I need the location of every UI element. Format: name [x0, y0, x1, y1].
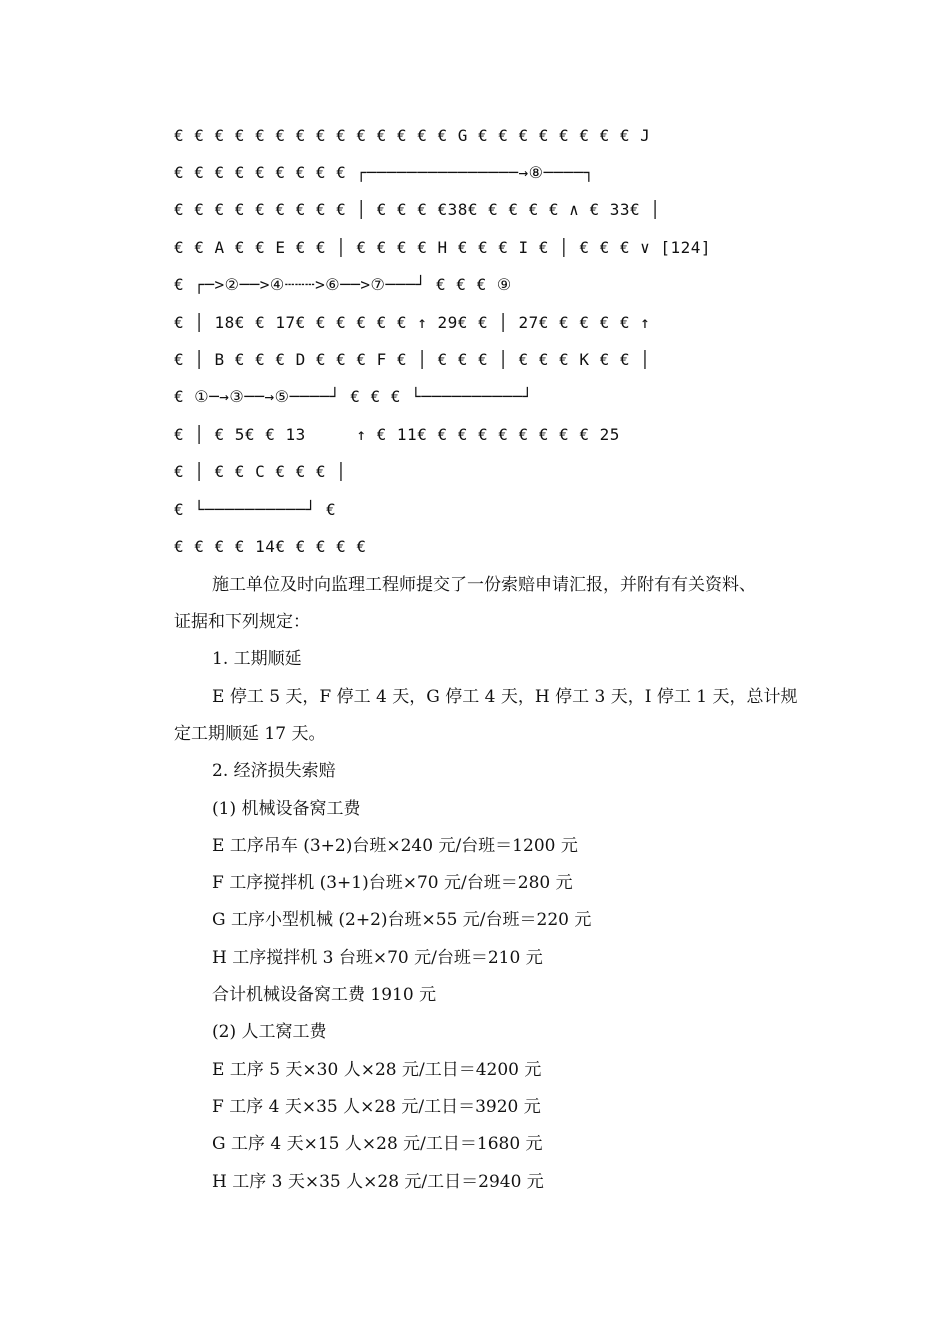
diagram-line: € € € € 14€ € € € € [174, 537, 367, 556]
subsection-title: (1) 机械设备窝工费 [212, 799, 361, 819]
list-item: F 工序搅拌机 (3+1)台班×70 元/台班＝280 元 [212, 873, 573, 893]
diagram-line: € │ B € € € D € € € F € │ € € € │ € € € K € € │ [174, 350, 651, 369]
diagram-line: € │ € 5€ € 13 ↑ € 11€ € € € € € € € € 25 [174, 425, 620, 444]
subsection-title: (2) 人工窝工费 [212, 1022, 327, 1042]
list-item: G 工序小型机械 (2+2)台班×55 元/台班＝220 元 [212, 910, 592, 930]
list-item: E 工序 5 天×30 人×28 元/工日＝4200 元 [212, 1060, 542, 1080]
list-item: E 工序吊车 (3+2)台班×240 元/台班＝1200 元 [212, 836, 578, 856]
diagram-line: € € € € € € € € € € € € € € G € € € € € € € € J [174, 126, 651, 145]
paragraph-line: E 停工 5 天，F 停工 4 天，G 停工 4 天，H 停工 3 天，I 停工 1 天，总计规 [212, 687, 798, 707]
list-item: F 工序 4 天×35 人×28 元/工日＝3920 元 [212, 1097, 541, 1117]
diagram-line: € ┌─>②──>④┄┄┄>⑥──>⑦───┘ € € € ⑨ [174, 275, 512, 294]
diagram-line: € ①─→③──→⑤────┘ € € € └──────────┘ [174, 387, 533, 406]
diagram-line: € € € € € € € € € │ € € € €38€ € € € € ∧ € 33€ │ [174, 200, 661, 219]
paragraph-line: 施工单位及时向监理工程师提交了一份索赔申请汇报，并附有有关资料、 [212, 575, 756, 595]
section-title: 2. 经济损失索赔 [212, 761, 336, 781]
diagram-line: € € € € € € € € € ┌───────────────→⑧────┐ [174, 163, 595, 182]
paragraph-line: 定工期顺延 17 天。 [174, 724, 326, 744]
diagram-line: € │ 18€ € 17€ € € € € € ↑ 29€ € │ 27€ € € € € ↑ [174, 313, 651, 332]
list-item: H 工序搅拌机 3 台班×70 元/台班＝210 元 [212, 948, 543, 968]
diagram-line: € │ € € C € € € │ [174, 462, 347, 481]
diagram-line: € € A € € E € € │ € € € € H € € € I € │ € € € ∨ [124] [174, 238, 712, 257]
paragraph-line: 证据和下列规定： [174, 612, 310, 632]
diagram-line: € └──────────┘ € [174, 500, 337, 519]
list-item: H 工序 3 天×35 人×28 元/工日＝2940 元 [212, 1172, 544, 1192]
list-item: 合计机械设备窝工费 1910 元 [212, 985, 437, 1005]
list-item: G 工序 4 天×15 人×28 元/工日＝1680 元 [212, 1134, 543, 1154]
section-title: 1. 工期顺延 [212, 649, 302, 669]
